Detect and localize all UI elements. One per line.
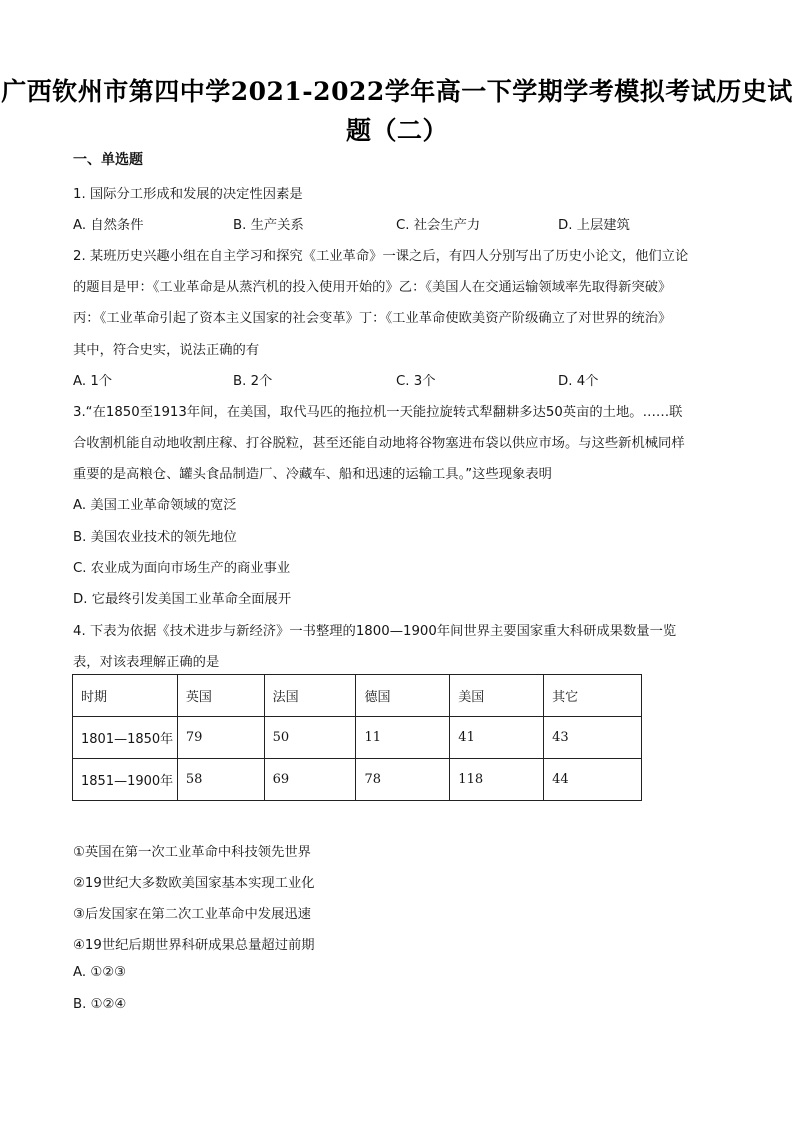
question-3-option-a[interactable]: A. 美国工业革命领域的宽泛: [73, 498, 237, 513]
table-cell: 1801—1850年: [73, 717, 178, 759]
document-title-line2: 题（二）: [345, 116, 448, 145]
table-header-row: [73, 675, 642, 717]
table-cell: 79: [177, 717, 264, 759]
question-2-option-a[interactable]: A. 1个: [73, 374, 113, 389]
question-4-statement: ①英国在第一次工业革命中科技领先世界: [73, 845, 311, 860]
table-cell: 78: [356, 759, 450, 801]
question-4-statement: ③后发国家在第二次工业革命中发展迅速: [73, 907, 311, 922]
question-1-option-d[interactable]: D. 上层建筑: [558, 218, 630, 233]
question-2-option-d[interactable]: D. 4个: [558, 374, 599, 389]
table-header-cell: 时期: [73, 675, 178, 717]
question-2-line: 其中，符合史实，说法正确的有: [73, 343, 260, 358]
table-cell: 50: [264, 717, 356, 759]
table-cell: 69: [264, 759, 356, 801]
question-3-option-d[interactable]: D. 它最终引发美国工业革命全面展开: [73, 592, 292, 607]
question-4-statement: ②19世纪大多数欧美国家基本实现工业化: [73, 876, 315, 891]
question-2-option-c[interactable]: C. 3个: [396, 374, 436, 389]
table-cell: 11: [356, 717, 450, 759]
table-cell: 58: [177, 759, 264, 801]
table-cell: 118: [450, 759, 544, 801]
question-4-statement: ④19世纪后期世界科研成果总量超过前期: [73, 938, 315, 953]
question-1-option-c[interactable]: C. 社会生产力: [396, 218, 481, 233]
question-2-option-b[interactable]: B. 2个: [233, 374, 273, 389]
table-header-cell: 英国: [177, 675, 264, 717]
question-3-line: 重要的是高粮仓、罐头食品制造厂、冷藏车、船和迅速的运输工具。”这些现象表明: [73, 467, 552, 482]
table-cell: 41: [450, 717, 544, 759]
table-row: [73, 717, 642, 759]
question-1-option-b[interactable]: B. 生产关系: [233, 218, 304, 233]
question-2-line: 2. 某班历史兴趣小组在自主学习和探究《工业革命》一课之后，有四人分别写出了历史小论文，他们立论: [73, 249, 689, 264]
question-2-line: 丙：《工业革命引起了资本主义国家的社会变革》丁：《工业革命使欧美资产阶级确立了对世界的统治》: [73, 311, 672, 326]
question-3-option-b[interactable]: B. 美国农业技术的领先地位: [73, 530, 237, 545]
table-cell: 43: [544, 717, 642, 759]
question-3-line: 3.“在1850至1913年间，在美国，取代马匹的拖拉机一天能拉旋转式犁翻耕多达50英亩的土地。……联: [73, 405, 683, 420]
table-row: [73, 759, 642, 801]
question-4-option-a[interactable]: A. ①②③: [73, 965, 127, 980]
table-header-cell: 德国: [356, 675, 450, 717]
table-cell: 44: [544, 759, 642, 801]
table-header-cell: 其它: [544, 675, 642, 717]
question-3-option-c[interactable]: C. 农业成为面向市场生产的商业事业: [73, 561, 291, 576]
table-header-cell: 法国: [264, 675, 356, 717]
question-4-line: 4. 下表为依据《技术进步与新经济》一书整理的1800—1900年间世界主要国家重大科研成果数量一览: [73, 624, 677, 639]
table-header-cell: 美国: [450, 675, 544, 717]
question-3-line: 合收割机能自动地收割庄稼、打谷脱粒，甚至还能自动地将谷物塞进布袋以供应市场。与这些新机械同样: [73, 436, 685, 451]
question-4-option-b[interactable]: B. ①②④: [73, 997, 127, 1012]
research-results-table: [72, 674, 642, 801]
section-heading: 一、单选题: [73, 152, 143, 168]
table-cell: 1851—1900年: [73, 759, 178, 801]
question-2-line: 的题目是甲：《工业革命是从蒸汽机的投入使用开始的》乙：《美国人在交通运输领域率先取得新突破》: [73, 280, 672, 295]
document-title-line1: 广西钦州市第四中学2021-2022学年高一下学期学考模拟考试历史试: [1, 77, 793, 106]
question-4-line: 表，对该表理解正确的是: [73, 655, 220, 670]
question-1-stem: 1. 国际分工形成和发展的决定性因素是: [73, 187, 303, 202]
question-1-option-a[interactable]: A. 自然条件: [73, 218, 144, 233]
